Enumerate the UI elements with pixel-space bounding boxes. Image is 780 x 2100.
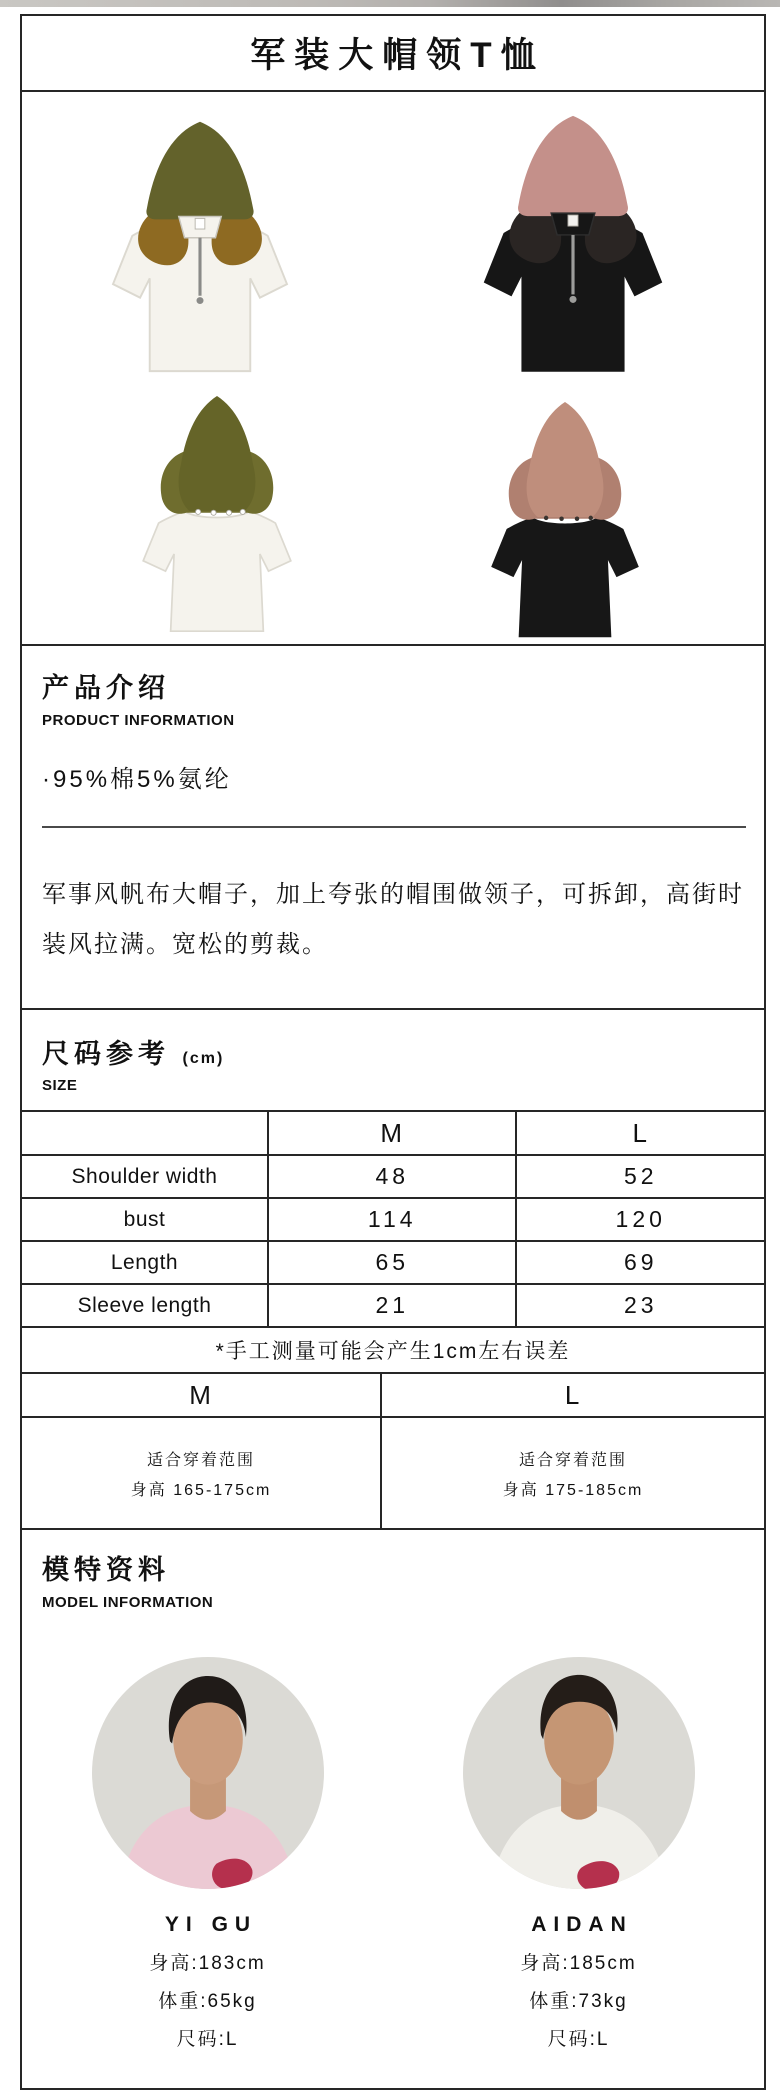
measure-label: Shoulder width xyxy=(21,1155,268,1198)
measure-value-m: 65 xyxy=(268,1241,516,1284)
measure-value-l: 23 xyxy=(516,1284,765,1327)
model-heading-en: MODEL INFORMATION xyxy=(42,1594,214,1611)
hood-shape xyxy=(146,122,253,220)
size-col-l: L xyxy=(516,1111,765,1155)
model-portrait-illustration xyxy=(92,1657,324,1889)
fit-table-header-row xyxy=(21,1373,765,1417)
top-photo-strip xyxy=(0,0,780,7)
product-photo-black-front xyxy=(454,108,692,406)
table-row xyxy=(21,1241,765,1284)
section-divider-line xyxy=(42,826,746,828)
size-table-header-row xyxy=(21,1111,765,1155)
content-column xyxy=(20,14,766,2090)
measure-value-l: 52 xyxy=(516,1155,765,1198)
measure-label: Sleeve length xyxy=(21,1284,268,1327)
measure-value-l: 69 xyxy=(516,1241,765,1284)
product-title: 军装大帽领T恤 xyxy=(250,36,545,75)
fit-height-range: 身高 175-185cm xyxy=(502,1481,644,1499)
brand-label xyxy=(195,218,205,229)
fit-cell-l xyxy=(381,1417,765,1529)
fit-table xyxy=(20,1372,766,1530)
size-col-blank xyxy=(21,1111,268,1155)
tshirt-back-shape xyxy=(491,517,639,637)
size-heading-cn xyxy=(42,1032,764,1071)
model-name: YI GU xyxy=(164,1913,258,1936)
model-shirt-graphic xyxy=(212,1859,252,1889)
table-row xyxy=(21,1155,765,1198)
fit-range-label: 适合穿着范围 xyxy=(519,1451,628,1469)
product-photo-white-back xyxy=(114,384,320,642)
measure-value-m: 21 xyxy=(268,1284,516,1327)
product-title-section xyxy=(20,14,766,92)
measure-value-l: 120 xyxy=(516,1198,765,1241)
measure-value-m: 114 xyxy=(268,1198,516,1241)
size-unit: (cm) xyxy=(182,1050,225,1067)
brand-label xyxy=(568,215,578,226)
measure-value-m: 48 xyxy=(268,1155,516,1198)
product-info-heading-cn: 产品介绍 xyxy=(42,673,170,703)
product-description: 军事风帆布大帽子，加上夸张的帽围做领子，可拆卸，高街时装风拉满。宽松的剪裁。 xyxy=(42,881,744,958)
size-section xyxy=(20,1008,766,1530)
model-cards xyxy=(22,1657,764,2051)
fit-col-l: L xyxy=(381,1373,765,1417)
size-heading-en: SIZE xyxy=(42,1077,78,1094)
fit-table-row xyxy=(21,1417,765,1529)
fit-cell-m xyxy=(21,1417,381,1529)
hood-back-shape xyxy=(527,402,604,517)
model-height: 身高:183cm xyxy=(149,1953,266,1974)
model-height: 身高:185cm xyxy=(520,1953,637,1974)
model-name: AIDAN xyxy=(531,1913,633,1936)
model-size: 尺码:L xyxy=(176,2029,239,2050)
model-weight: 体重:65kg xyxy=(158,1991,257,2012)
product-info-heading-en: PRODUCT INFORMATION xyxy=(42,712,235,729)
measure-label: bust xyxy=(21,1198,268,1241)
model-photo-yigu xyxy=(92,1657,324,1889)
model-section xyxy=(20,1528,766,2090)
zipper-pull xyxy=(197,297,204,304)
hood-shape xyxy=(518,116,628,216)
zipper-shape xyxy=(571,235,574,295)
table-row xyxy=(21,1198,765,1241)
tshirt-back-shape xyxy=(143,511,291,631)
model-heading-cn: 模特资料 xyxy=(42,1555,170,1585)
product-gallery xyxy=(20,90,766,646)
material-text: ·95%棉5%氨纶 xyxy=(42,766,232,793)
product-photo-black-back xyxy=(462,390,668,648)
measure-label: Length xyxy=(21,1241,268,1284)
model-portrait-illustration xyxy=(463,1657,695,1889)
size-table xyxy=(20,1110,766,1374)
product-info-section xyxy=(20,644,766,1010)
measure-note-row xyxy=(21,1327,765,1373)
model-card-yigu xyxy=(22,1657,393,2051)
model-card-aidan xyxy=(393,1657,764,2051)
zipper-shape xyxy=(198,238,201,296)
model-photo-aidan xyxy=(463,1657,695,1889)
measure-note: *手工测量可能会产生1cm左右误差 xyxy=(21,1327,765,1373)
product-photo-white-front xyxy=(84,114,316,404)
zipper-pull xyxy=(569,296,576,303)
fit-range-label: 适合穿着范围 xyxy=(147,1451,256,1469)
fit-height-range: 身高 165-175cm xyxy=(130,1481,272,1499)
size-heading-block xyxy=(22,1032,764,1094)
hood-back-shape xyxy=(179,396,256,511)
model-weight: 体重:73kg xyxy=(529,1991,628,2012)
size-heading-cn-text: 尺码参考 xyxy=(42,1039,170,1069)
table-row xyxy=(21,1284,765,1327)
fit-col-m: M xyxy=(21,1373,381,1417)
model-size: 尺码:L xyxy=(547,2029,610,2050)
model-heading-block xyxy=(22,1548,764,1611)
size-col-m: M xyxy=(268,1111,516,1155)
